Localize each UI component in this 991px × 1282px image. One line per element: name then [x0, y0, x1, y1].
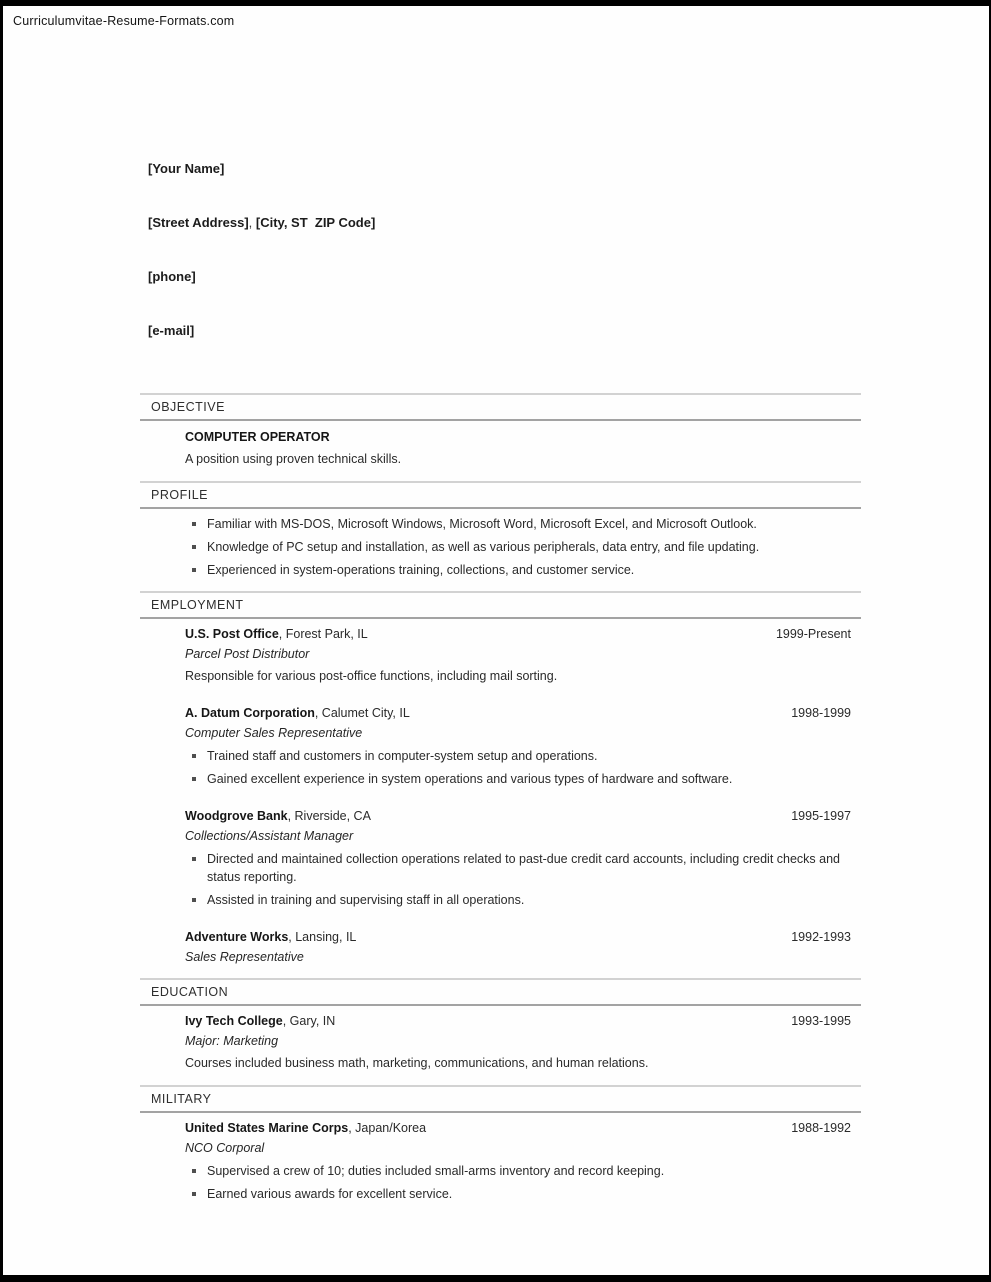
bullet-text: Trained staff and customers in computer-system setup and operations.	[207, 749, 598, 763]
job-title: Parcel Post Distributor	[185, 647, 310, 661]
company-name: A. Datum Corporation	[185, 706, 315, 720]
company-line	[185, 625, 368, 643]
list-item	[185, 1162, 857, 1180]
employment-entry	[185, 807, 857, 909]
bullet-text: Familiar with MS-DOS, Microsoft Windows, Microsoft Word, Microsoft Excel, and Microsoft Outlook.	[207, 517, 757, 531]
bullet-text: Experienced in system-operations training, collections, and customer service.	[207, 563, 635, 577]
company-location: , Lansing, IL	[288, 930, 357, 944]
education-dates: 1993-1995	[791, 1014, 851, 1028]
bullet-icon	[192, 545, 196, 549]
company-line	[185, 704, 410, 722]
list-item	[185, 515, 857, 533]
school-location: , Gary, IN	[282, 1014, 336, 1028]
list-item	[185, 561, 857, 579]
bullet-icon	[192, 777, 196, 781]
bullet-text: Knowledge of PC setup and installation, as well as various peripherals, data entry, and file updating.	[207, 540, 760, 554]
section-education	[140, 978, 861, 1085]
profile-bullet-list	[185, 515, 857, 579]
list-item	[185, 747, 857, 765]
job-bullet-list	[185, 747, 857, 788]
bullet-icon	[192, 568, 196, 572]
contact-email: [e-mail]	[148, 323, 195, 338]
contact-city: [City, ST ZIP Code]	[255, 215, 376, 230]
military-dates: 1988-1992	[791, 1121, 851, 1135]
job-description: Responsible for various post-office functions, including mail sorting.	[185, 669, 558, 683]
list-item	[185, 891, 857, 909]
branch-location: , Japan/Korea	[348, 1121, 427, 1135]
contact-separator: ,	[248, 215, 256, 230]
bullet-icon	[192, 857, 196, 861]
resume-document	[140, 116, 861, 1216]
education-description: Courses included business math, marketing, communications, and human relations.	[185, 1056, 649, 1070]
company-line	[185, 928, 356, 946]
employment-dates: 1998-1999	[791, 706, 851, 720]
school-name: Ivy Tech College	[185, 1014, 283, 1028]
bullet-icon	[192, 1192, 196, 1196]
employment-dates: 1999-Present	[775, 627, 851, 641]
company-name: Woodgrove Bank	[185, 809, 288, 823]
contact-phone: [phone]	[148, 269, 196, 284]
military-bullet-list	[185, 1162, 857, 1203]
bullet-text: Gained excellent experience in system operations and various types of hardware and software.	[207, 772, 733, 786]
bullet-text: Assisted in training and supervising staff in all operations.	[207, 893, 525, 907]
military-rank: NCO Corporal	[185, 1141, 265, 1155]
contact-street: [Street Address]	[148, 215, 249, 230]
employment-dates: 1995-1997	[791, 809, 851, 823]
job-bullet-list	[185, 850, 857, 909]
list-item	[185, 1185, 857, 1203]
bullet-icon	[192, 754, 196, 758]
branch-name: United States Marine Corps	[185, 1121, 349, 1135]
list-item	[185, 850, 857, 886]
bullet-icon	[192, 898, 196, 902]
company-name: Adventure Works	[185, 930, 289, 944]
job-title: Collections/Assistant Manager	[185, 829, 354, 843]
employment-entry	[185, 704, 857, 788]
bullet-text: Directed and maintained collection operations related to past-due credit card accounts, including credit checks and status reporting.	[207, 852, 841, 884]
section-heading-employment: EMPLOYMENT	[140, 591, 861, 619]
bullet-text: Earned various awards for excellent service.	[207, 1187, 453, 1201]
employment-entry	[185, 928, 857, 966]
job-title: Computer Sales Representative	[185, 726, 363, 740]
branch-line	[185, 1119, 426, 1137]
employment-dates: 1992-1993	[791, 930, 851, 944]
site-link[interactable]: Curriculumvitae-Resume-Formats.com	[13, 14, 235, 28]
employment-entry	[185, 625, 857, 685]
school-line	[185, 1012, 335, 1030]
company-line	[185, 807, 371, 825]
contact-address-line	[148, 214, 861, 232]
job-title: Sales Representative	[185, 950, 304, 964]
section-objective	[140, 393, 861, 481]
company-location: , Forest Park, IL	[278, 627, 368, 641]
section-heading-education: EDUCATION	[140, 978, 861, 1006]
bullet-text: Supervised a crew of 10; duties included small-arms inventory and record keeping.	[207, 1164, 665, 1178]
objective-summary: A position using proven technical skills.	[185, 452, 402, 466]
section-heading-profile: PROFILE	[140, 481, 861, 509]
company-location: , Riverside, CA	[287, 809, 371, 823]
section-employment	[140, 591, 861, 978]
education-major: Major: Marketing	[185, 1034, 279, 1048]
bullet-icon	[192, 1169, 196, 1173]
section-military	[140, 1085, 861, 1216]
contact-name: [Your Name]	[148, 161, 225, 176]
section-profile	[140, 481, 861, 591]
objective-job-title: COMPUTER OPERATOR	[185, 430, 330, 444]
company-name: U.S. Post Office	[185, 627, 279, 641]
bullet-icon	[192, 522, 196, 526]
company-location: , Calumet City, IL	[314, 706, 410, 720]
list-item	[185, 538, 857, 556]
section-heading-military: MILITARY	[140, 1085, 861, 1113]
contact-block	[140, 116, 861, 376]
section-heading-objective: OBJECTIVE	[140, 393, 861, 421]
list-item	[185, 770, 857, 788]
